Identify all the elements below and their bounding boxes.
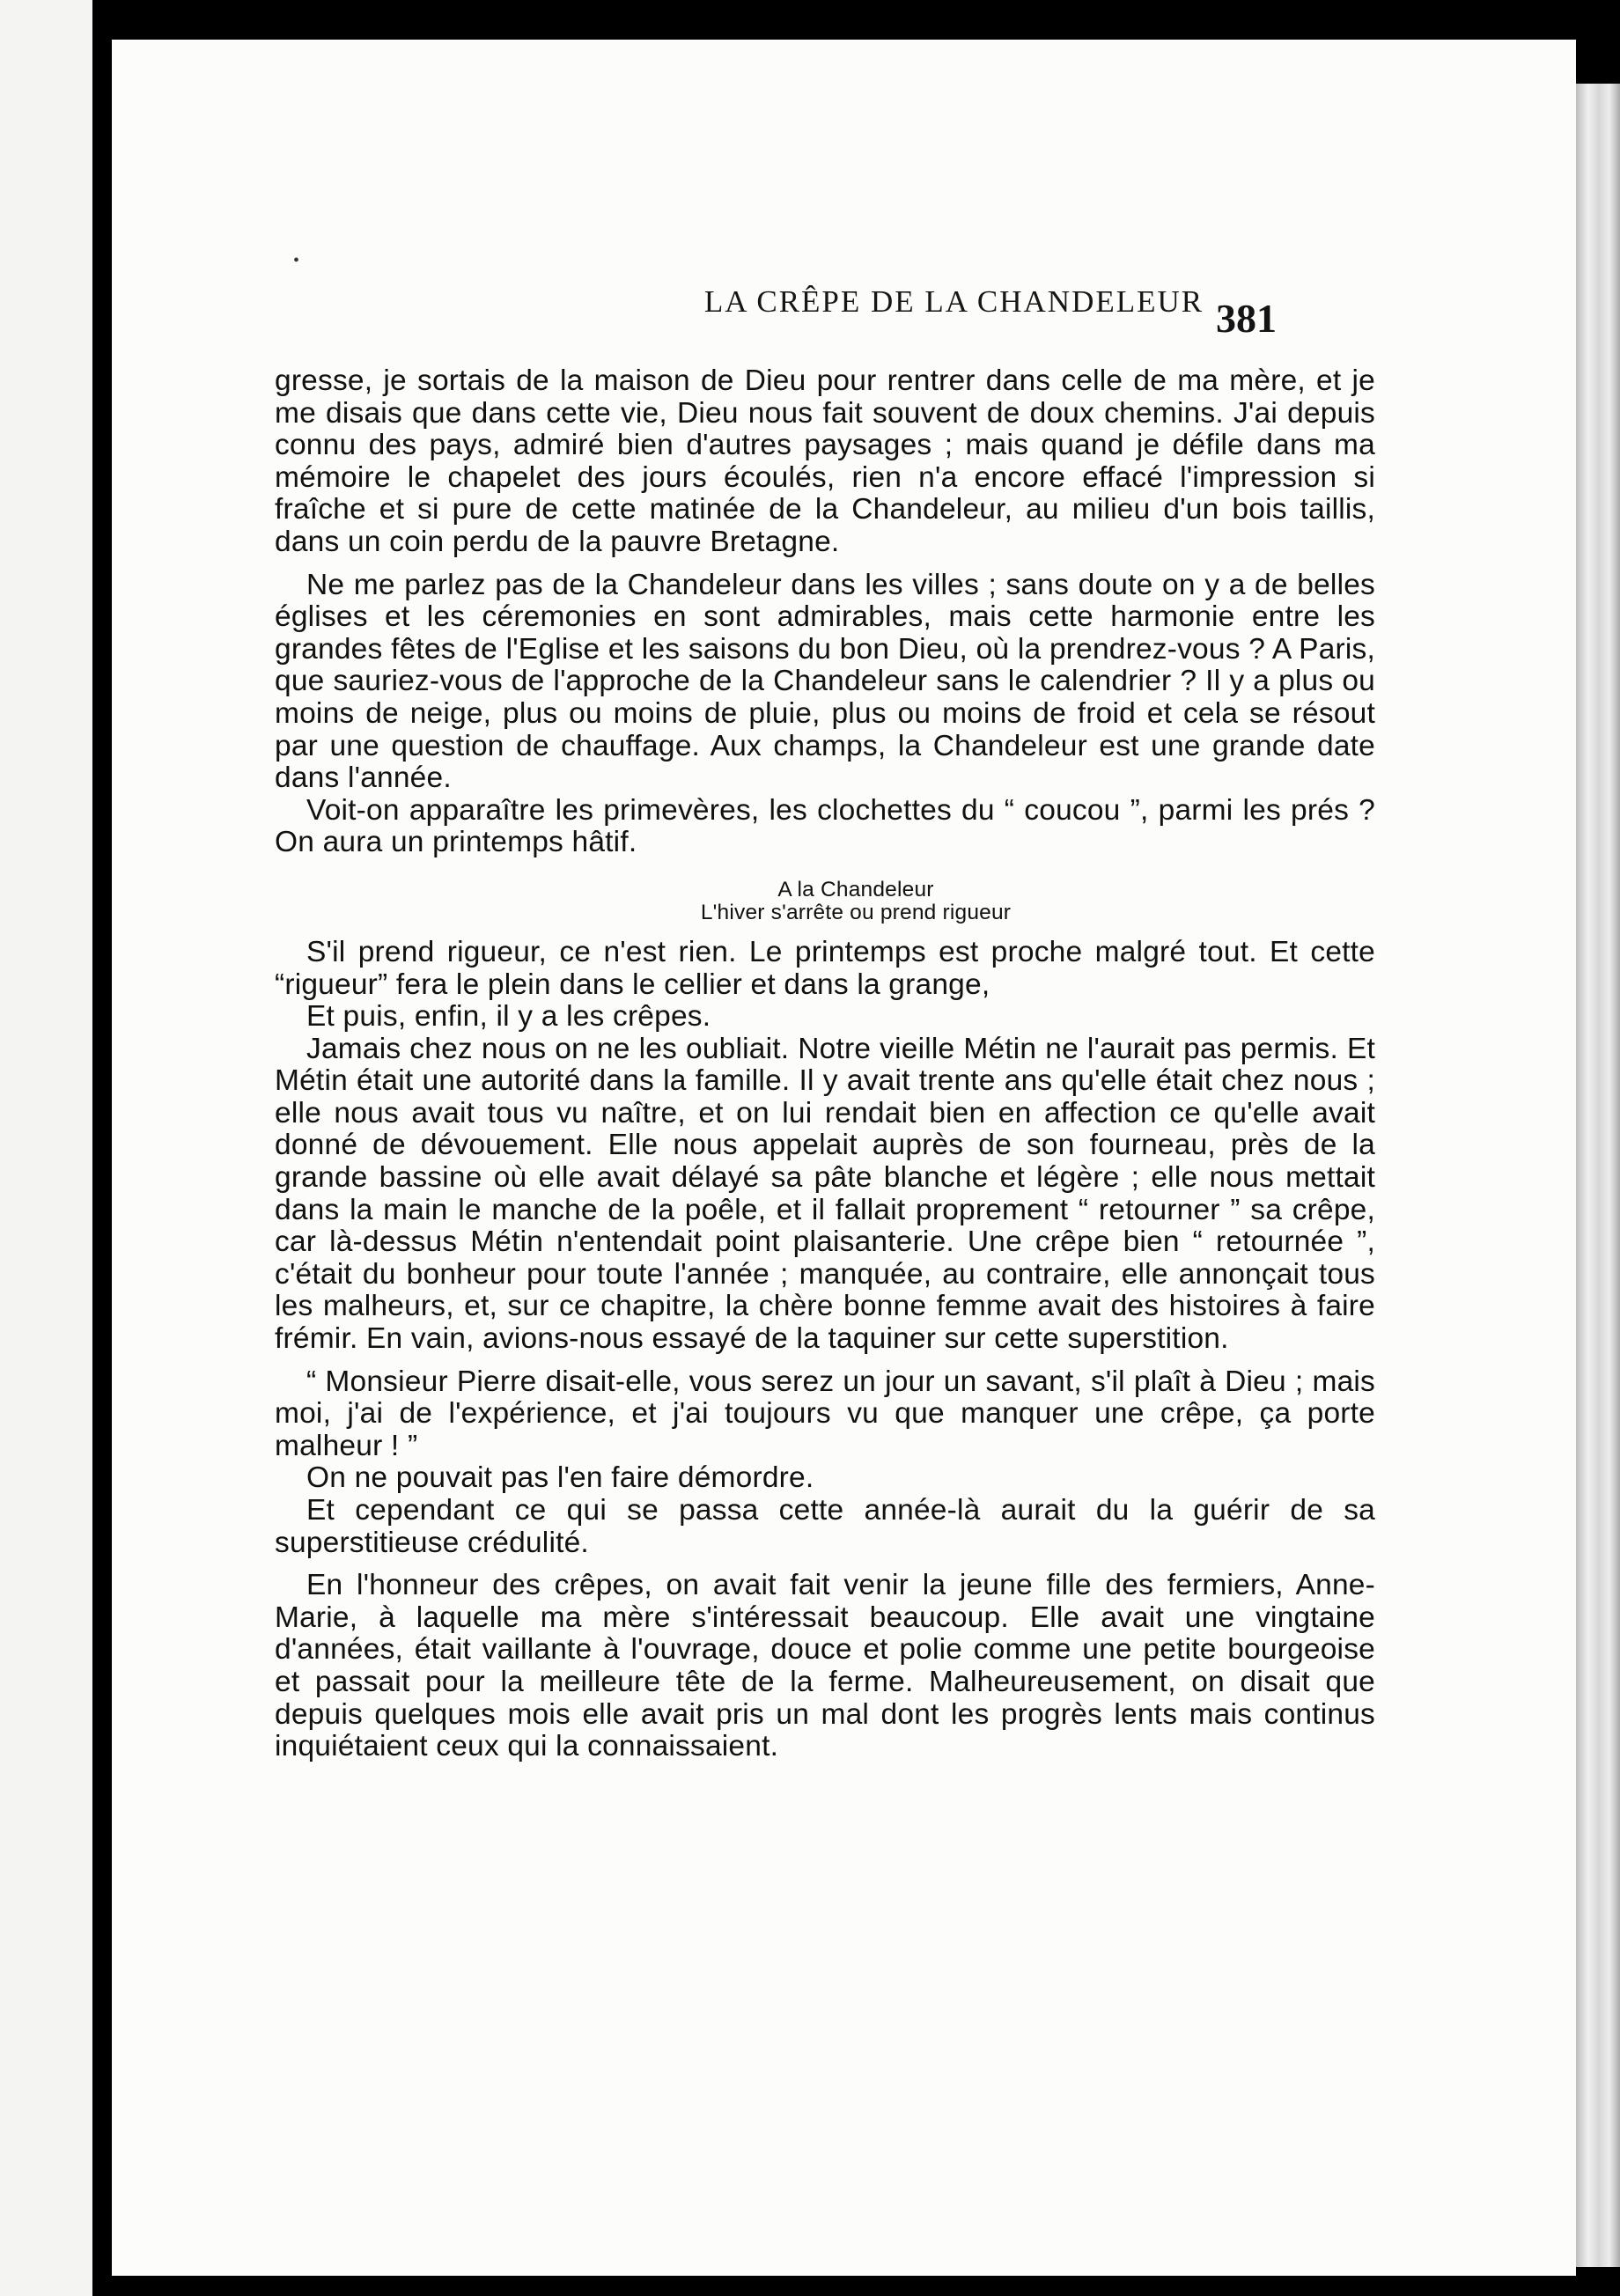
ink-speck: • bbox=[293, 251, 300, 270]
proverb-verse bbox=[275, 879, 1375, 924]
paragraph: Jamais chez nous on ne les oubliait. Notre vieille Métin ne l'aurait pas permis. Et Métin était une autorité dans la famille. Il y avait trente ans qu'elle était chez nous ; elle nous avait tous vu naître, et on lui rendait bien en affection ce qu'elle avait donné de dévouement. Elle nous appelait auprès de son fourneau, près de la grande bassine où elle avait délayé sa pâte blanche et légère ; elle nous mettait dans la main le manche de la poêle, et il fallait proprement “ retourner ” sa crêpe, car là-dessus Métin n'entendait point plaisanterie. Une crêpe bien “ retournée ”, c'était du bonheur pour toute l'année ; manquée, au contraire, elle annonçait tous les malheurs, et, sur ce chapitre, la chère bonne femme avait des histoires à faire frémir. En vain, avions-nous essayé de la taquiner sur cette superstition. bbox=[275, 1032, 1375, 1356]
paragraph: Et puis, enfin, il y a les crêpes. bbox=[306, 1000, 711, 1034]
paragraph: gresse, je sortais de la maison de Dieu pour rentrer dans celle de ma mère, et je me disais que dans cette vie, Dieu nous fait souvent de doux chemins. J'ai depuis connu des pays, admiré bien d'autres paysages ; mais quand je défile dans ma mémoire le chapelet des jours écoulés, rien n'a encore effacé l'impression si fraîche et si pure de cette matinée de la Chandeleur, au milieu d'un bois taillis, dans un coin perdu de la pauvre Bretagne. bbox=[275, 364, 1375, 558]
paragraph: On ne pouvait pas l'en faire démordre. bbox=[306, 1461, 814, 1495]
facing-page-edge bbox=[0, 0, 92, 2296]
book-gutter bbox=[92, 0, 112, 2296]
verse-line: L'hiver s'arrête ou prend rigueur bbox=[700, 900, 1012, 924]
running-head: LA CRÊPE DE LA CHANDELEUR bbox=[703, 284, 1204, 319]
body-text bbox=[275, 365, 1375, 1763]
paragraph: Ne me parlez pas de la Chandeleur dans les villes ; sans doute on y a de belles églises et les céremonies en sont admirables, mais cette harmonie entre les grandes fêtes de l'Eglise et les saisons du bon Dieu, où la prendrez-vous ? A Paris, que sauriez-vous de l'approche de la Chandeleur sans le calendrier ? Il y a plus ou moins de neige, plus ou moins de pluie, plus ou moins de froid et cela se résout par une question de chauffage. Aux champs, la Chandeleur est une grande date dans l'année. bbox=[275, 568, 1375, 795]
paragraph: Et cependant ce qui se passa cette année-là aurait du la guérir de sa superstitieuse crédulité. bbox=[275, 1494, 1375, 1559]
book-page bbox=[112, 40, 1576, 2276]
paragraph: En l'honneur des crêpes, on avait fait venir la jeune fille des fermiers, Anne-Marie, à laquelle ma mère s'intéressait beaucoup. Elle avait une vingtaine d'années, était vaillante à l'ouvrage, douce et polie comme une petite bourgeoise et passait pour la meilleure tête de la ferme. Malheureusement, on disait que depuis quelques mois elle avait pris un mal dont les progrès lents mais continus inquiétaient ceux qui la connaissaient. bbox=[275, 1569, 1375, 1763]
paragraph: “ Monsieur Pierre disait-elle, vous serez un jour un savant, s'il plaît à Dieu ; mais moi, j'ai de l'expérience, et j'ai toujours vu que manquer une crêpe, ça porte malheur ! ” bbox=[275, 1365, 1375, 1462]
page-stack-edge bbox=[1576, 84, 1620, 2267]
verse-line: A la Chandeleur bbox=[777, 877, 934, 901]
paragraph: Voit-on apparaître les primevères, les clochettes du “ coucou ”, parmi les prés ? On aura un printemps hâtif. bbox=[275, 793, 1375, 859]
paragraph: S'il prend rigueur, ce n'est rien. Le printemps est proche malgré tout. Et cette “rigueur” fera le plein dans le cellier et dans la grange, bbox=[275, 935, 1375, 1001]
page-number: 381 bbox=[1216, 296, 1277, 341]
